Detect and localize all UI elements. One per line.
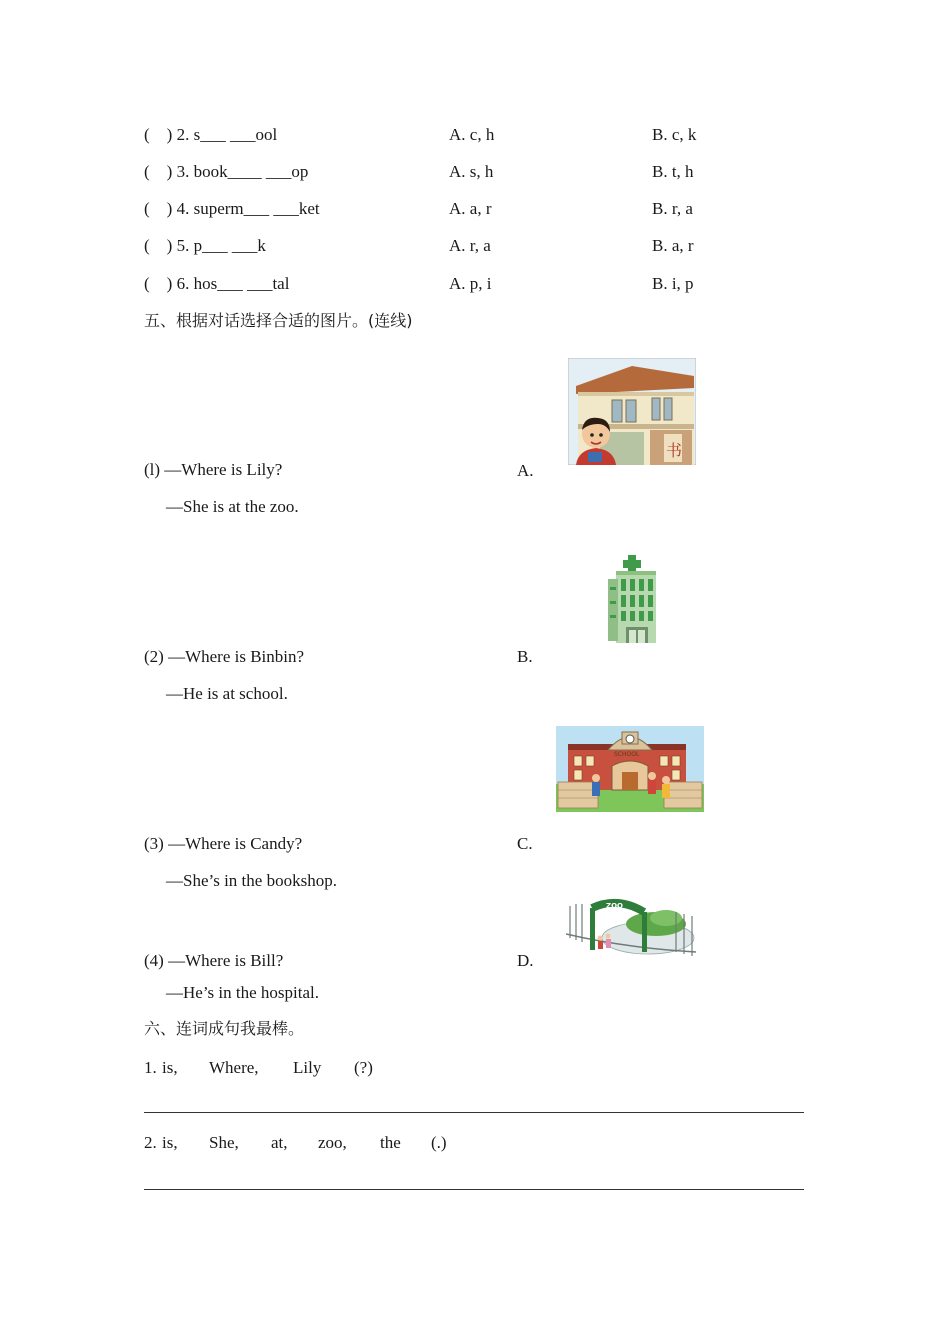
- item-2-number: 2.: [144, 1133, 157, 1152]
- dialog-2-answer: —He is at school.: [166, 684, 288, 703]
- item-1-word: Lily: [293, 1058, 322, 1077]
- option-letter-d: D.: [517, 951, 534, 970]
- answer-line-1[interactable]: [144, 1112, 804, 1113]
- bookshop-picture: [568, 358, 696, 465]
- item-2-word: (.): [431, 1133, 447, 1152]
- part6-heading: 六、连词成句我最棒。: [144, 1019, 305, 1038]
- item-2-word: She,: [209, 1133, 239, 1152]
- item-1-word: (?): [354, 1058, 373, 1077]
- option-b-4: B. r, a: [652, 199, 693, 218]
- option-b-6: B. i, p: [652, 274, 694, 293]
- option-b-2: B. c, k: [652, 125, 697, 144]
- question-3: ( ) 3. book____ ___op: [144, 162, 309, 181]
- school-sign: SCHOOL: [614, 751, 640, 758]
- question-6: ( ) 6. hos___ ___tal: [144, 274, 290, 293]
- hospital-picture: [604, 553, 658, 645]
- option-b-3: B. t, h: [652, 162, 694, 181]
- answer-line-2[interactable]: [144, 1189, 804, 1190]
- item-2-word: zoo,: [318, 1133, 347, 1152]
- svg-text:书: 书: [666, 441, 683, 460]
- zoo-sign: ZOO: [606, 902, 623, 910]
- option-a-6: A. p, i: [449, 274, 492, 293]
- item-1-word: is,: [162, 1058, 178, 1077]
- option-a-4: A. a, r: [449, 199, 492, 218]
- item-1-word: Where,: [209, 1058, 259, 1077]
- question-4: ( ) 4. superm___ ___ket: [144, 199, 320, 218]
- dialog-4-answer: —He’s in the hospital.: [166, 983, 319, 1002]
- option-a-3: A. s, h: [449, 162, 494, 181]
- option-a-5: A. r, a: [449, 236, 491, 255]
- dialog-3-question: (3) —Where is Candy?: [144, 834, 303, 853]
- dialog-4-question: (4) —Where is Bill?: [144, 951, 284, 970]
- item-2-word: the: [380, 1133, 401, 1152]
- item-1-number: 1.: [144, 1058, 157, 1077]
- dialog-3-answer: —She’s in the bookshop.: [166, 871, 337, 890]
- option-letter-b: B.: [517, 647, 533, 666]
- option-b-5: B. a, r: [652, 236, 694, 255]
- school-picture: [556, 726, 704, 812]
- zoo-picture: [566, 898, 698, 960]
- dialog-1-answer: —She is at the zoo.: [166, 497, 299, 516]
- item-2-word: at,: [271, 1133, 288, 1152]
- item-2-word: is,: [162, 1133, 178, 1152]
- option-letter-c: C.: [517, 834, 533, 853]
- part5-heading: 五、根据对话选择合适的图片。(连线): [144, 311, 413, 330]
- option-letter-a: A.: [517, 461, 534, 480]
- option-a-2: A. c, h: [449, 125, 495, 144]
- dialog-1-question: (l) —Where is Lily?: [144, 460, 283, 479]
- question-2: ( ) 2. s___ ___ool: [144, 125, 278, 144]
- question-5: ( ) 5. p___ ___k: [144, 236, 266, 255]
- dialog-2-question: (2) —Where is Binbin?: [144, 647, 305, 666]
